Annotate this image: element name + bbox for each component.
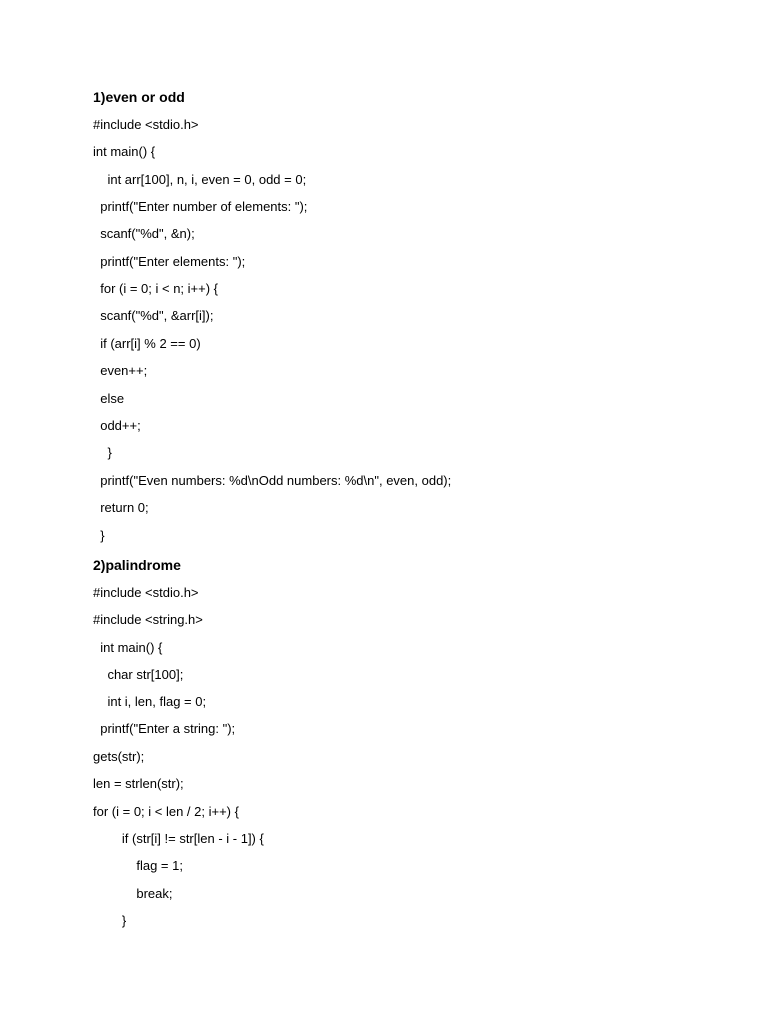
code-line: scanf("%d", &n); — [93, 226, 195, 241]
code-line: } — [93, 913, 127, 928]
code-line: for (i = 0; i < len / 2; i++) { — [93, 804, 239, 819]
code-line: printf("Enter number of elements: "); — [93, 199, 308, 214]
code-line: #include <stdio.h> — [93, 117, 199, 132]
code-line: int main() { — [93, 144, 156, 159]
code-line: scanf("%d", &arr[i]); — [93, 308, 214, 323]
code-line: if (str[i] != str[len - i - 1]) { — [93, 831, 264, 846]
code-line: int i, len, flag = 0; — [93, 694, 207, 709]
code-line: printf("Enter a string: "); — [93, 721, 236, 736]
code-line: even++; — [93, 363, 148, 378]
code-line: for (i = 0; i < n; i++) { — [93, 281, 219, 296]
code-line: odd++; — [93, 418, 141, 433]
code-line: break; — [93, 886, 173, 901]
code-line: int arr[100], n, i, even = 0, odd = 0; — [93, 172, 307, 187]
code-line: #include <string.h> — [93, 612, 203, 627]
code-line: flag = 1; — [93, 858, 183, 873]
code-line: int main() { — [93, 640, 163, 655]
code-line: } — [93, 528, 105, 543]
code-line: } — [93, 445, 112, 460]
code-line: char str[100]; — [93, 667, 184, 682]
code-line: #include <stdio.h> — [93, 585, 199, 600]
code-line: return 0; — [93, 500, 149, 515]
section-heading-palindrome: 2)palindrome — [93, 557, 181, 573]
code-line: len = strlen(str); — [93, 776, 184, 791]
section-heading-even-odd: 1)even or odd — [93, 89, 185, 105]
code-line: printf("Enter elements: "); — [93, 254, 246, 269]
code-line: printf("Even numbers: %d\nOdd numbers: %d\n", even, odd); — [93, 473, 452, 488]
code-line: gets(str); — [93, 749, 145, 764]
code-line: else — [93, 391, 125, 406]
code-line: if (arr[i] % 2 == 0) — [93, 336, 201, 351]
